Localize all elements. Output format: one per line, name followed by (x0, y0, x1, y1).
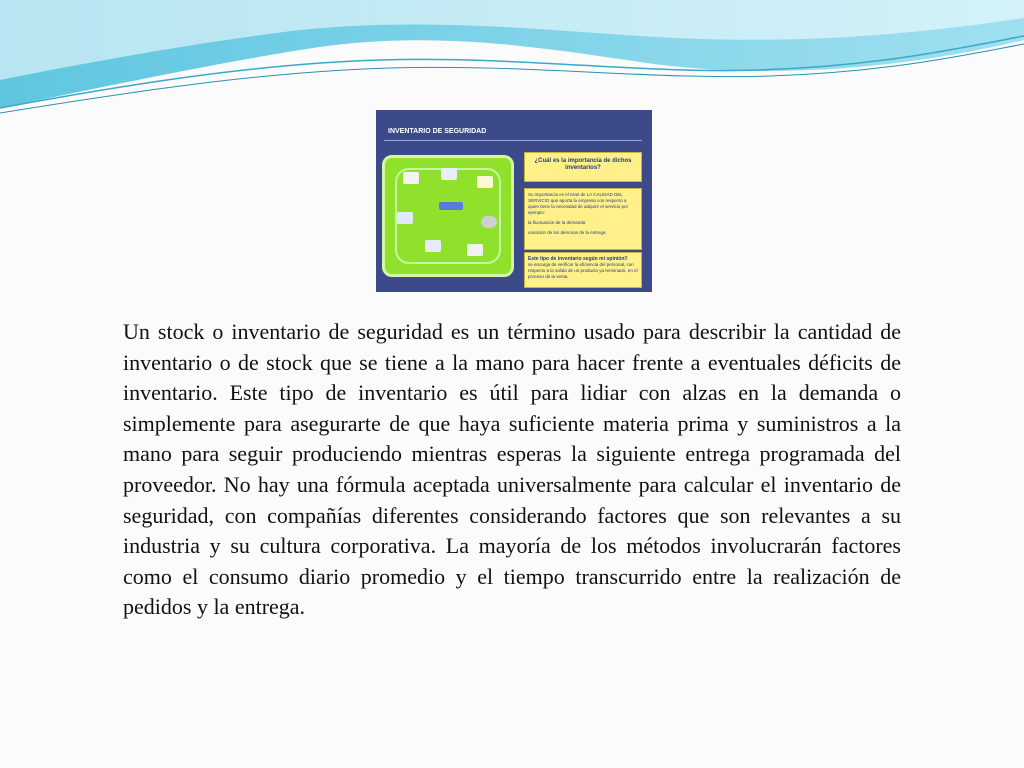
diagram-node-icon (441, 168, 457, 180)
answer-bullet: variación de los demoras de la entrega (528, 230, 606, 235)
opinion-title: Este tipo de inventario según mi opinión!! (528, 256, 628, 262)
figure-divider (384, 140, 642, 141)
figure-title: INVENTARIO DE SEGURIDAD (388, 128, 487, 135)
opinion-body: se encarga de verificar la eficiencia del personal, con respecto a la salida de un producto ya terminado, en el proceso de la venta. (528, 262, 638, 279)
figure-opinion-note (524, 252, 642, 288)
body-paragraph: Un stock o inventario de seguridad es un término usado para describir la cantidad de inventario o de stock que se tiene a la mano para hacer frente a eventuales déficits de inventario. Este tipo de inventario es útil para lidiar con alzas en la demanda o simplemente para asegurarte de que haya suficiente materia prima y suministros a la mano para seguir produciendo mientras esperas la siguiente entrega programada del proveedor. No hay una fórmula aceptada universalmente para calcular el inventario de seguridad, con compañías diferentes considerando factores que son relevantes a su industria y su cultura corporativa. La mayoría de los métodos involucrarán factores como el consumo diario promedio y el tiempo transcurrido entre la realización de pedidos y la entrega. (123, 319, 901, 620)
slide-figure-image (376, 110, 652, 292)
answer-bullet: la fluctuación de la demanda (528, 220, 586, 225)
diagram-node-icon (397, 212, 413, 224)
inventory-diagram (382, 155, 514, 277)
figure-answer-note (524, 188, 642, 250)
diagram-node-icon (477, 176, 493, 188)
diagram-node-icon (425, 240, 441, 252)
diagram-node-icon (467, 244, 483, 256)
diagram-center-label (439, 202, 463, 210)
header-wave-decoration (0, 0, 1024, 120)
figure-question-note: ¿Cuál es la importancia de dichos inventarios? (524, 152, 642, 182)
diagram-node-icon (481, 216, 497, 228)
answer-text: Su importancia es el nivel de LA CALIDAD DEL SERVICIO que aporta la empresa con respecto a quien tiene la necesidad de adquirir el servicio por ejemplo: (528, 192, 629, 215)
diagram-node-icon (403, 172, 419, 184)
